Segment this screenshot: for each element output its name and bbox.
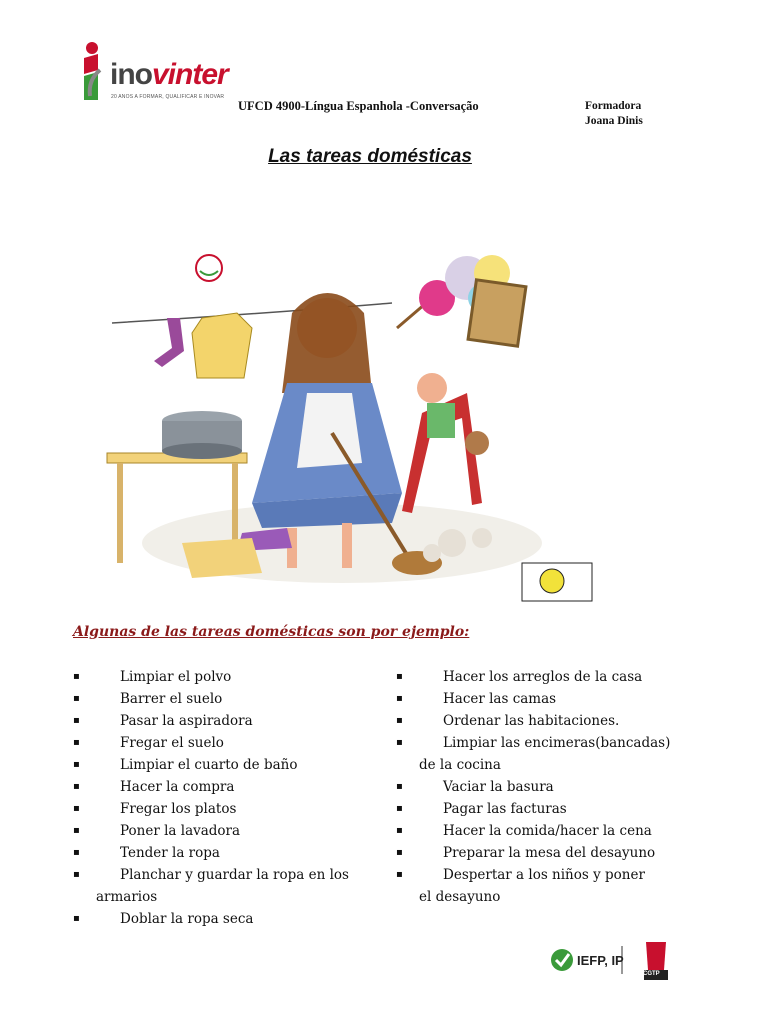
logo-wordmark: inovinter [110,58,228,91]
list-item-text: Hacer la comida/hacer la cena [443,823,652,839]
list-item [396,688,686,710]
list-item-text: Limpiar el polvo [120,669,232,685]
list-item-continuation: de la cocina [419,757,501,773]
list-item [396,776,686,798]
bullet-icon: ▪ [396,671,403,682]
bullet-icon: ▪ [73,759,80,770]
list-item-text: Hacer los arreglos de la casa [443,669,643,685]
bullet-icon: ▪ [396,825,403,836]
bullet-icon: ▪ [396,869,403,880]
rhumor-stamp-icon [196,255,222,281]
list-item [73,820,373,842]
list-item [73,842,373,864]
list-item-text: Preparar la mesa del desayuno [443,845,656,861]
chores-list-left [73,666,373,930]
list-item-text: Poner la lavadora [120,823,241,839]
list-item [396,864,686,908]
list-item-continuation: el desayuno [419,889,501,905]
logo-tagline: 20 ANOS A FORMAR, QUALIFICAR E INOVAR [111,94,225,100]
bullet-icon: ▪ [73,869,80,880]
list-item [396,842,686,864]
cgtp-label: CGTP [643,971,660,977]
list-item [73,666,373,688]
list-item-text: Hacer la compra [120,779,235,795]
list-item-text: Vaciar la basura [443,779,554,795]
bullet-icon: ▪ [73,715,80,726]
list-item-text: Ordenar las habitaciones. [443,713,620,729]
bullet-icon: ▪ [396,693,403,704]
list-item-text: Hacer las camas [443,691,557,707]
list-item-text: Pagar las facturas [443,801,567,817]
bullet-icon: ▪ [73,847,80,858]
rhumor-corner-stamp-icon [522,563,592,601]
list-item-text: Fregar el suelo [120,735,224,751]
list-item-text: Planchar y guardar la ropa en los [120,867,349,883]
bullet-icon: ▪ [396,803,403,814]
bullet-icon: ▪ [73,825,80,836]
list-item [73,908,373,930]
iefp-label: IEFP, IP [577,953,624,968]
bullet-icon: ▪ [73,913,80,924]
list-heading: Algunas de las tareas domésticas son por ejemplo: [73,624,470,640]
bullet-icon: ▪ [396,847,403,858]
list-item-continuation: armarios [96,889,158,905]
list-item-text: Limpiar las encimeras(bancadas) [443,735,671,751]
bullet-icon: ▪ [396,737,403,748]
list-item [73,776,373,798]
bullet-icon: ▪ [73,671,80,682]
housework-illustration [72,243,596,606]
trainer-role: Formadora [585,100,642,112]
list-item [73,732,373,754]
page-title: Las tareas domésticas [268,146,472,167]
list-item-text: Despertar a los niños y poner [443,867,645,883]
list-item [73,798,373,820]
bullet-icon: ▪ [73,803,80,814]
course-title: UFCD 4900-Língua Espanhola -Conversação [238,99,479,113]
bullet-icon: ▪ [73,737,80,748]
list-item [73,754,373,776]
list-item [396,798,686,820]
list-item [396,710,686,732]
list-item-text: Tender la ropa [120,845,220,861]
list-item [73,688,373,710]
trainer-block [585,99,643,129]
bullet-icon: ▪ [73,781,80,792]
bullet-icon: ▪ [396,715,403,726]
chores-list-right [396,666,686,908]
list-item [73,864,373,908]
list-item [73,710,373,732]
trainer-name: Joana Dinis [585,115,643,127]
list-item [396,732,686,776]
list-item [396,820,686,842]
bullet-icon: ▪ [73,693,80,704]
list-item-text: Doblar la ropa seca [120,911,254,927]
list-item-text: Barrer el suelo [120,691,223,707]
list-item-text: Fregar los platos [120,801,237,817]
bullet-icon: ▪ [396,781,403,792]
list-item-text: Limpiar el cuarto de baño [120,757,298,773]
list-item [396,666,686,688]
list-item-text: Pasar la aspiradora [120,713,253,729]
